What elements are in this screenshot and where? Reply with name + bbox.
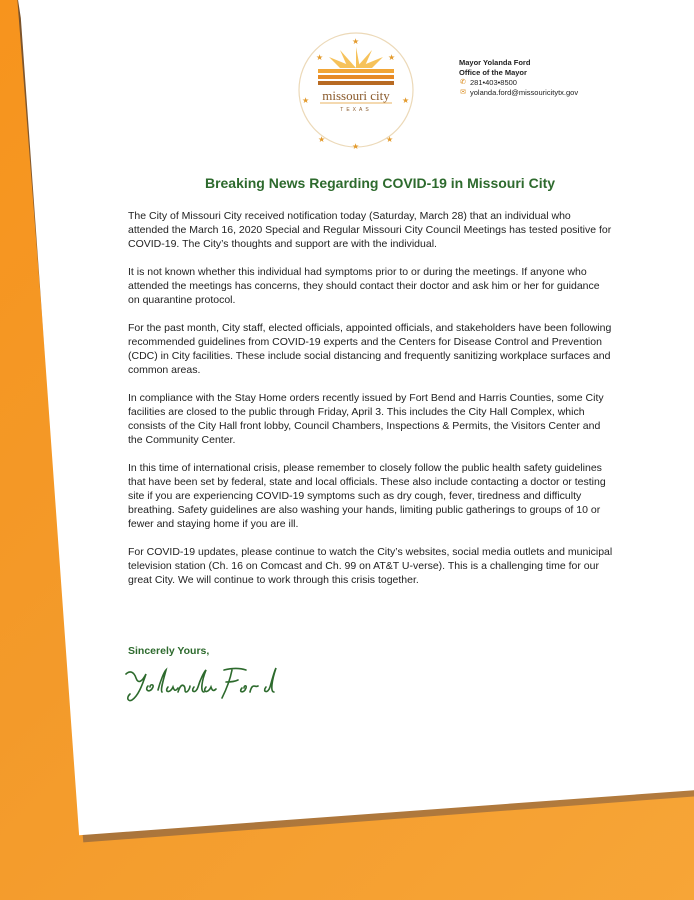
email-address[interactable]: yolanda.ford@missouricitytx.gov bbox=[470, 88, 579, 97]
phone-icon: ✆ bbox=[460, 79, 466, 86]
svg-text:★: ★ bbox=[402, 96, 410, 105]
paragraph-5: In this time of international crisis, please remember to closely follow the public health safety guidelines that have been set by federal, state and local officials. These also include contacting a doctor or testing site if you are experiencing COVID-19 symptoms such as dry cough, fever, tiredness and difficulty breathing. Safety guidelines are also washing your hands, limiting public gatherings to groups of 10 or fewer and staying home if you are ill. bbox=[128, 462, 606, 530]
paragraph-4: In compliance with the Stay Home orders recently issued by Fort Bend and Harris Counties, some City facilities are closed to the public through Friday, April 3. This includes the City Hall Complex, which consists of the City Hall front lobby, Council Chambers, Inspections & Permits, the Visitors Center and the Community Center. bbox=[128, 392, 604, 446]
svg-text:★: ★ bbox=[352, 37, 360, 46]
svg-text:★: ★ bbox=[318, 135, 326, 144]
svg-text:★: ★ bbox=[316, 53, 324, 62]
missouri-city-logo bbox=[296, 30, 416, 150]
paragraph-2: It is not known whether this individual had symptoms prior to or during the meetings. If anyone who attended the meetings has concerns, they should contact their doctor and ask him or her for guidance on quarantine protocol. bbox=[128, 266, 600, 306]
closing-salutation: Sincerely Yours, bbox=[128, 645, 210, 657]
paragraph-1: The City of Missouri City received notification today (Saturday, March 28) that an individual who attended the March 16, 2020 Special and Regular Missouri City Council Meetings has tested positive for COVID-19. The City’s thoughts and support are with the individual. bbox=[128, 210, 612, 250]
letter-body bbox=[128, 209, 613, 601]
mayor-name: Mayor Yolanda Ford bbox=[459, 58, 531, 67]
phone-row bbox=[459, 78, 578, 88]
logo-state: TEXAS bbox=[340, 107, 372, 113]
svg-text:★: ★ bbox=[386, 135, 394, 144]
svg-text:★: ★ bbox=[352, 142, 360, 150]
paragraph-3: For the past month, City staff, elected officials, appointed officials, and stakeholders have been following recommended guidelines from COVID-19 experts and the Centers for Disease Control and Prevention (CDC) in City facilities. These include social distancing and frequently sanitizing workplace surfaces and common areas. bbox=[128, 322, 612, 376]
svg-text:★: ★ bbox=[388, 53, 396, 62]
mail-icon: ✉ bbox=[460, 89, 466, 96]
phone-number: 281•403•8500 bbox=[470, 78, 517, 87]
email-row bbox=[459, 88, 578, 98]
mayor-office: Office of the Mayor bbox=[459, 68, 527, 77]
mayor-contact-block bbox=[459, 58, 578, 98]
logo-name: missouri city bbox=[322, 88, 390, 103]
handwritten-signature bbox=[120, 660, 280, 706]
svg-text:★: ★ bbox=[302, 96, 310, 105]
page-title: Breaking News Regarding COVID-19 in Missouri City bbox=[204, 175, 556, 191]
paragraph-6: For COVID-19 updates, please continue to watch the City’s websites, social media outlets and municipal television station (Ch. 16 on Comcast and Ch. 99 on AT&T U-verse). This is a challenging time for our great City. We will continue to work through this crisis together. bbox=[128, 546, 613, 586]
